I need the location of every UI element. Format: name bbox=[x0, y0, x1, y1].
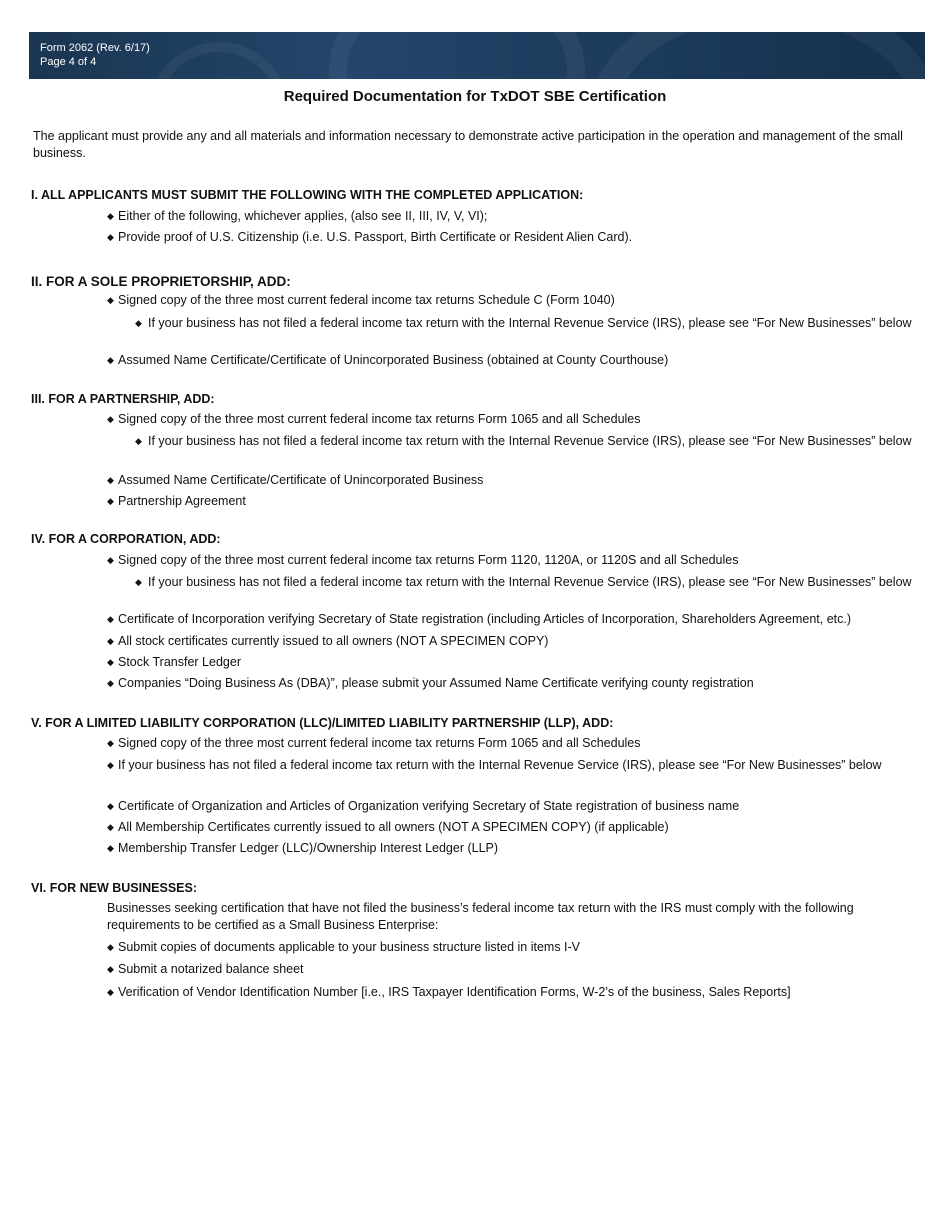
list-item: ◆ Certificate of Organization and Articles of Organization verifying Secretary of State registration of business name bbox=[107, 799, 740, 813]
list-item: ◆ Assumed Name Certificate/Certificate of Unincorporated Business bbox=[107, 473, 484, 487]
list-item: ◆ Membership Transfer Ledger (LLC)/Ownership Interest Ledger (LLP) bbox=[107, 841, 499, 855]
list-item: ◆ Stock Transfer Ledger bbox=[107, 655, 241, 669]
bullet-icon: ◆ bbox=[107, 555, 114, 565]
bullet-icon: ◆ bbox=[107, 496, 114, 506]
list-item: ◆ Submit copies of documents applicable to your business structure listed in items I-V bbox=[107, 940, 581, 954]
bullet-icon: ◆ bbox=[107, 738, 114, 748]
bullet-icon: ◆ bbox=[107, 355, 114, 365]
bullet-icon: ◆ bbox=[107, 232, 114, 242]
bullet-icon: ◆ bbox=[107, 801, 114, 811]
list-item: ◆ Signed copy of the three most current federal income tax returns Form 1120, 1120A, or 1120S and all Schedules bbox=[107, 553, 739, 567]
bullet-icon: ◆ bbox=[107, 987, 114, 997]
list-item: ◆ Provide proof of U.S. Citizenship (i.e. U.S. Passport, Birth Certificate or Resident Alien Card). bbox=[107, 230, 633, 244]
list-item: ◆ Signed copy of the three most current federal income tax returns Form 1065 and all Schedules bbox=[107, 412, 641, 426]
bullet-icon: ◆ bbox=[107, 964, 114, 974]
bullet-icon: ◆ bbox=[107, 657, 114, 667]
new-business-paragraph: Businesses seeking certification that have not filed the business’s federal income tax return with the IRS must comply with the following requirements to be certified as a Small Business Enterprise: bbox=[107, 901, 854, 932]
section-heading: VI. FOR NEW BUSINESSES: bbox=[31, 881, 197, 895]
list-item: ◆ Verification of Vendor Identification Number [i.e., IRS Taxpayer Identification Forms, W-2’s of the business, Sales Reports] bbox=[107, 985, 791, 999]
list-item: ◆ Signed copy of the three most current federal income tax returns Schedule C (Form 1040) bbox=[107, 293, 615, 307]
bullet-icon: ◆ bbox=[135, 436, 142, 446]
bullet-icon: ◆ bbox=[107, 843, 114, 853]
bullet-icon: ◆ bbox=[107, 614, 114, 624]
bullet-icon: ◆ bbox=[107, 414, 114, 424]
bullet-icon: ◆ bbox=[107, 636, 114, 646]
list-item: ◆ Either of the following, whichever applies, (also see II, III, IV, V, VI); bbox=[107, 209, 488, 223]
list-item: ◆ Partnership Agreement bbox=[107, 494, 246, 508]
list-item: ◆ Certificate of Incorporation verifying Secretary of State registration (including Articles of Incorporation, Shareholders Agreement, etc.) bbox=[107, 612, 852, 626]
list-item: ◆ All stock certificates currently issued to all owners (NOT A SPECIMEN COPY) bbox=[107, 634, 549, 648]
list-item: ◆ Companies “Doing Business As (DBA)”, please submit your Assumed Name Certificate verifying county registration bbox=[107, 676, 754, 690]
sub-list-item: ◆ If your business has not filed a federal income tax return with the Internal Revenue Service (IRS), please see “For New Businesses” below bbox=[135, 434, 912, 448]
section-heading: II. FOR A SOLE PROPRIETORSHIP, ADD: bbox=[31, 274, 291, 289]
bullet-icon: ◆ bbox=[107, 822, 114, 832]
list-item: ◆ Submit a notarized balance sheet bbox=[107, 962, 304, 976]
intro-paragraph: The applicant must provide any and all materials and information necessary to demonstrate active participation in the operation and management of the small business. bbox=[33, 129, 903, 160]
header-decoration bbox=[149, 42, 289, 79]
form-identifier bbox=[40, 41, 150, 69]
list-item: ◆ Signed copy of the three most current federal income tax returns Form 1065 and all Schedules bbox=[107, 736, 641, 750]
form-header-band bbox=[29, 32, 925, 79]
header-decoration bbox=[329, 32, 585, 79]
page-title: Required Documentation for TxDOT SBE Certification bbox=[283, 88, 667, 105]
section-heading: III. FOR A PARTNERSHIP, ADD: bbox=[31, 392, 215, 406]
bullet-icon: ◆ bbox=[107, 942, 114, 952]
bullet-icon: ◆ bbox=[107, 475, 114, 485]
list-item: ◆ If your business has not filed a federal income tax return with the Internal Revenue Service (IRS), please see “For New Businesses” below bbox=[107, 758, 882, 772]
sub-list-item: ◆ If your business has not filed a federal income tax return with the Internal Revenue Service (IRS), please see “For New Businesses” below bbox=[135, 316, 912, 330]
form-number: Form 2062 (Rev. 6/17) bbox=[40, 42, 150, 54]
list-item: ◆ All Membership Certificates currently issued to all owners (NOT A SPECIMEN COPY) (if applicable) bbox=[107, 820, 669, 834]
section-heading: I. ALL APPLICANTS MUST SUBMIT THE FOLLOWING WITH THE COMPLETED APPLICATION: bbox=[31, 188, 584, 202]
bullet-icon: ◆ bbox=[107, 760, 114, 770]
bullet-icon: ◆ bbox=[107, 678, 114, 688]
list-item: ◆ Assumed Name Certificate/Certificate of Unincorporated Business (obtained at County Courthouse) bbox=[107, 353, 669, 367]
bullet-icon: ◆ bbox=[135, 577, 142, 587]
section-heading: IV. FOR A CORPORATION, ADD: bbox=[31, 532, 221, 546]
bullet-icon: ◆ bbox=[135, 318, 142, 328]
bullet-icon: ◆ bbox=[107, 211, 114, 221]
header-decoration bbox=[589, 32, 925, 79]
sub-list-item: ◆ If your business has not filed a federal income tax return with the Internal Revenue Service (IRS), please see “For New Businesses” below bbox=[135, 575, 912, 589]
section-heading: V. FOR A LIMITED LIABILITY CORPORATION (LLC)/LIMITED LIABILITY PARTNERSHIP (LLP), ADD: bbox=[31, 716, 614, 730]
page-number: Page 4 of 4 bbox=[40, 56, 97, 68]
bullet-icon: ◆ bbox=[107, 295, 114, 305]
